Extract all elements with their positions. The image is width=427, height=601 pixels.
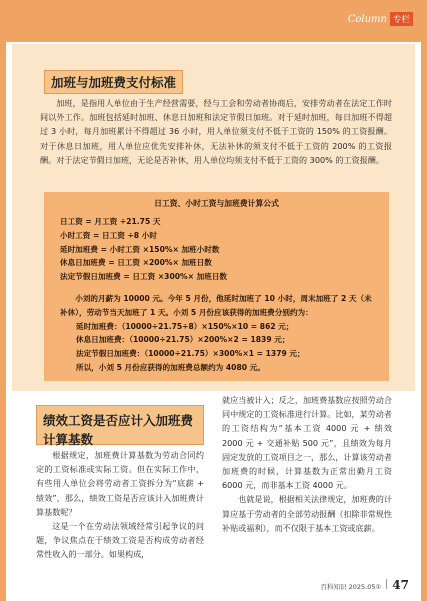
section1-heading-text: 加班与加班费支付标准 <box>51 75 177 90</box>
column-label-cn: 专栏 <box>390 12 413 26</box>
page-number: 47 <box>392 578 409 592</box>
example-result-overtime: 延时加班费：（10000÷21.75÷8）×150%×10 = 862 元； <box>76 321 294 331</box>
example-result-holiday: 法定节假日加班费：（10000÷21.75）×300%×1 = 1379 元； <box>76 349 305 359</box>
example-intro: 小刘的月薪为 10000 元。今年 5 月份，他延时加班了 10 小时，周末加班了 2 天（未补休），劳动节当天加班了 1 天。小刘 5 月份应该获得的加班费分别约为： <box>60 293 372 317</box>
section2-right-column <box>222 393 392 535</box>
column-label: Column <box>347 13 387 25</box>
footer-issue: 百科知识 2025.05① <box>320 583 382 591</box>
formula-box <box>44 192 389 381</box>
example-result-total: 所以，小刘 5 月份应获得的加班费总额约为 4080 元。 <box>76 362 265 372</box>
column-tag <box>348 12 413 26</box>
footer-divider <box>386 579 387 589</box>
right-accent-strip <box>421 42 427 601</box>
section2-continuation: 就应当被计入；反之，加班费基数应按照劳动合同中规定的工资标准进行计算。比如，某劳动者的工资结构为“基本工资 4000 元 + 绩效 2000 元 + 交通补贴 500 元”，且绩效为每月固定发放的工资项目之一，那么，计算该劳动者加班费的时候，计算基数为正常出勤月工资 6000 元，而非基本工资 4000 元。 <box>222 395 392 491</box>
formula-overtime-pay: 延时加班费 = 小时工资 ×150%× 加班小时数 <box>60 244 220 254</box>
formula-hourly-wage: 小时工资 = 日工资 ÷8 小时 <box>60 230 157 240</box>
example-result-restday: 休息日加班费：（10000÷21.75）×200%×2 = 1839 元； <box>76 335 290 345</box>
section2-heading <box>36 405 204 445</box>
formula-holiday-pay: 法定节假日加班费 = 日工资 ×300%× 加班日数 <box>60 272 228 282</box>
formula-daily-wage: 日工资 = 月工资 ÷21.75 天 <box>60 217 161 226</box>
formula-restday-pay: 休息日加班费 = 日工资 ×200%× 加班日数 <box>60 258 212 268</box>
formula-box-title: 日工资、小时工资与加班费计算公式 <box>154 199 279 208</box>
left-accent-strip <box>0 42 6 601</box>
section2-heading-text: 绩效工资是否应计入加班费计算基数 <box>43 413 194 447</box>
section1-heading <box>44 70 183 94</box>
page-footer <box>321 578 409 592</box>
section2-paragraph-2: 这是一个在劳动法领域经常引起争议的问题，争议焦点在于绩效工资是否构成劳动者经常性收入的一部分。如果构成， <box>36 521 204 560</box>
section1-paragraph: 加班，是指用人单位由于生产经营需要，经与工会和劳动者协商后，安排劳动者在法定工作时间以外工作。加班包括延时加班、休息日加班和法定节假日加班。对于延时加班，每日加班不得超过 3 小时，每月加班累计不得超过 36 小时，用人单位须支付不低于工资的 150% 的工资报酬。对于休息日加班，用人单位应优先安排补休，无法补休的须支付不低于工资的 200% 的工资报酬。对于法定节假日加班，无论是否补休，用人单位均须支付不低于工资的 300% 的工资报酬。 <box>40 98 392 165</box>
section2-paragraph-3: 也就是说，根据相关法律规定，加班费的计算应基于劳动者的全部劳动报酬（扣除非常规性补贴或福利），而不仅限于基本工资或底薪。 <box>222 494 392 533</box>
section2-paragraph-1: 根据规定，加班费计算基数为劳动合同约定的工资标准或实际工资。但在实际工作中，有些用人单位会将劳动者工资拆分为“底薪 + 绩效”，那么，绩效工资是否应该计入加班费计算基数呢？ <box>36 450 204 517</box>
section2-left-column <box>36 448 204 562</box>
